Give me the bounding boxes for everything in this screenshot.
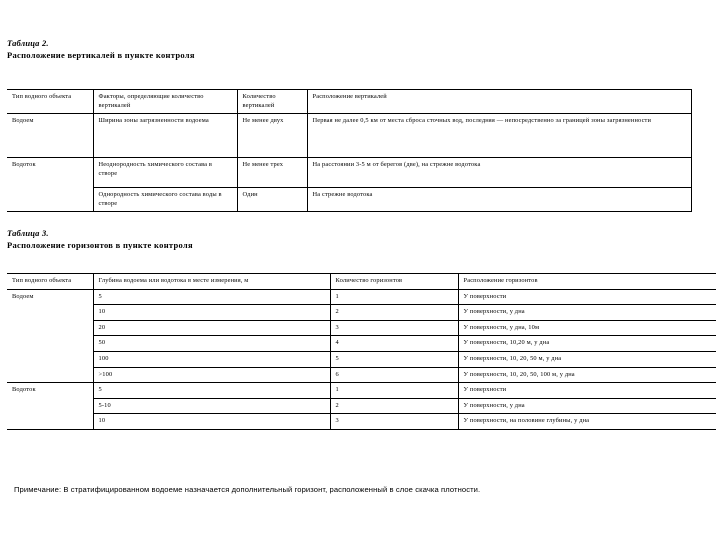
table2-cell-type (7, 188, 93, 212)
table3-caption-number: Таблица 3. (7, 228, 49, 238)
table2-header-factors: Факторы, определяющие количество вертикалей (93, 90, 237, 114)
table3-header-depth: Глубина водоема или водотока в месте измерения, м (93, 274, 330, 290)
table2-cell-type: Водоем (7, 114, 93, 158)
table3-cell-location: У поверхности, 10, 20, 50 м, у дна (458, 351, 716, 367)
table-row (7, 351, 716, 367)
table3-cell-type: Водоток (7, 383, 93, 399)
table3-cell-depth: 5 (93, 289, 330, 305)
table3-cell-location: У поверхности, 10,20 м, у дна (458, 336, 716, 352)
table3-header-count: Количество горизонтов (330, 274, 458, 290)
table-header-row (7, 90, 691, 114)
table3-cell-type (7, 398, 93, 414)
table3-cell-type (7, 367, 93, 383)
table3-cell-count: 1 (330, 289, 458, 305)
table3-cell-depth: 10 (93, 305, 330, 321)
table2-cell-factor: Ширина зоны загрязненности водоема (93, 114, 237, 158)
table2-cell-location: На расстоянии 3-5 м от берегов (две), на стрежне водотока (307, 158, 691, 188)
table3-cell-location: У поверхности, у дна, 10м (458, 320, 716, 336)
table-row (7, 158, 691, 188)
table2-caption (7, 38, 507, 61)
table3-cell-count: 2 (330, 398, 458, 414)
table3-cell-depth: 5-10 (93, 398, 330, 414)
table-row (7, 414, 716, 430)
table2-header-location: Расположение вертикалей (307, 90, 691, 114)
table2-cell-factor: Однородность химического состава воды в створе (93, 188, 237, 212)
table3-cell-depth: 50 (93, 336, 330, 352)
table-horizon-placement (7, 273, 716, 430)
table3-cell-count: 5 (330, 351, 458, 367)
table3-caption-title: Расположение горизонтов в пункте контроля (7, 240, 193, 250)
table2-cell-count: Один (237, 188, 307, 212)
table-row (7, 305, 716, 321)
table-row (7, 398, 716, 414)
table-vertical-placement (7, 89, 692, 212)
table3-cell-type (7, 336, 93, 352)
table3-cell-depth: 10 (93, 414, 330, 430)
table3-cell-depth: 20 (93, 320, 330, 336)
table3-cell-count: 6 (330, 367, 458, 383)
table-row (7, 320, 716, 336)
table3-cell-type (7, 414, 93, 430)
table3-cell-depth: >100 (93, 367, 330, 383)
table2-cell-location: На стрежне водотока (307, 188, 691, 212)
table2-caption-title: Расположение вертикалей в пункте контроля (7, 50, 195, 60)
table-row (7, 114, 691, 158)
table3-cell-type (7, 305, 93, 321)
table3-caption (7, 228, 507, 251)
table3-header-type: Тип водного объекта (7, 274, 93, 290)
table-row (7, 336, 716, 352)
table2-header-type-label: Тип водного объекта (12, 93, 72, 100)
table3-cell-count: 3 (330, 320, 458, 336)
table-note: Примечание: В стратифицированном водоеме назначается дополнительный горизонт, расположенный в слое скачка плотности. (14, 485, 481, 494)
table2-caption-number: Таблица 2. (7, 38, 49, 48)
table-row (7, 188, 691, 212)
table2-header-type (7, 90, 93, 114)
table3-header-location: Расположение горизонтов (458, 274, 716, 290)
table3-cell-count: 2 (330, 305, 458, 321)
table3-cell-count: 1 (330, 383, 458, 399)
table-header-row (7, 274, 716, 290)
table3-cell-depth: 5 (93, 383, 330, 399)
table3-cell-count: 3 (330, 414, 458, 430)
table-row (7, 367, 716, 383)
table2-cell-count: Не менее двух (237, 114, 307, 158)
table3-cell-location: У поверхности, у дна (458, 305, 716, 321)
table3-cell-type: Водоем (7, 289, 93, 305)
table3-cell-location: У поверхности, 10, 20, 50, 100 м, у дна (458, 367, 716, 383)
table3-cell-depth: 100 (93, 351, 330, 367)
table3-cell-location: У поверхности (458, 289, 716, 305)
table-row (7, 289, 716, 305)
table3-cell-location: У поверхности, у дна (458, 398, 716, 414)
table2-cell-count: Не менее трех (237, 158, 307, 188)
table2-header-count: Количество вертикалей (237, 90, 307, 114)
table3-cell-type (7, 351, 93, 367)
table2-cell-factor: Неоднородность химического состава в створе (93, 158, 237, 188)
table3-cell-count: 4 (330, 336, 458, 352)
table3-cell-type (7, 320, 93, 336)
table3-cell-location: У поверхности, на половине глубины, у дна (458, 414, 716, 430)
table2-cell-location: Первая не далее 0,5 км от места сброса сточных вод, последняя — непосредственно за границей зоны загрязненности (307, 114, 691, 158)
table3-cell-location: У поверхности (458, 383, 716, 399)
table2-cell-type: Водоток (7, 158, 93, 188)
table-row (7, 383, 716, 399)
